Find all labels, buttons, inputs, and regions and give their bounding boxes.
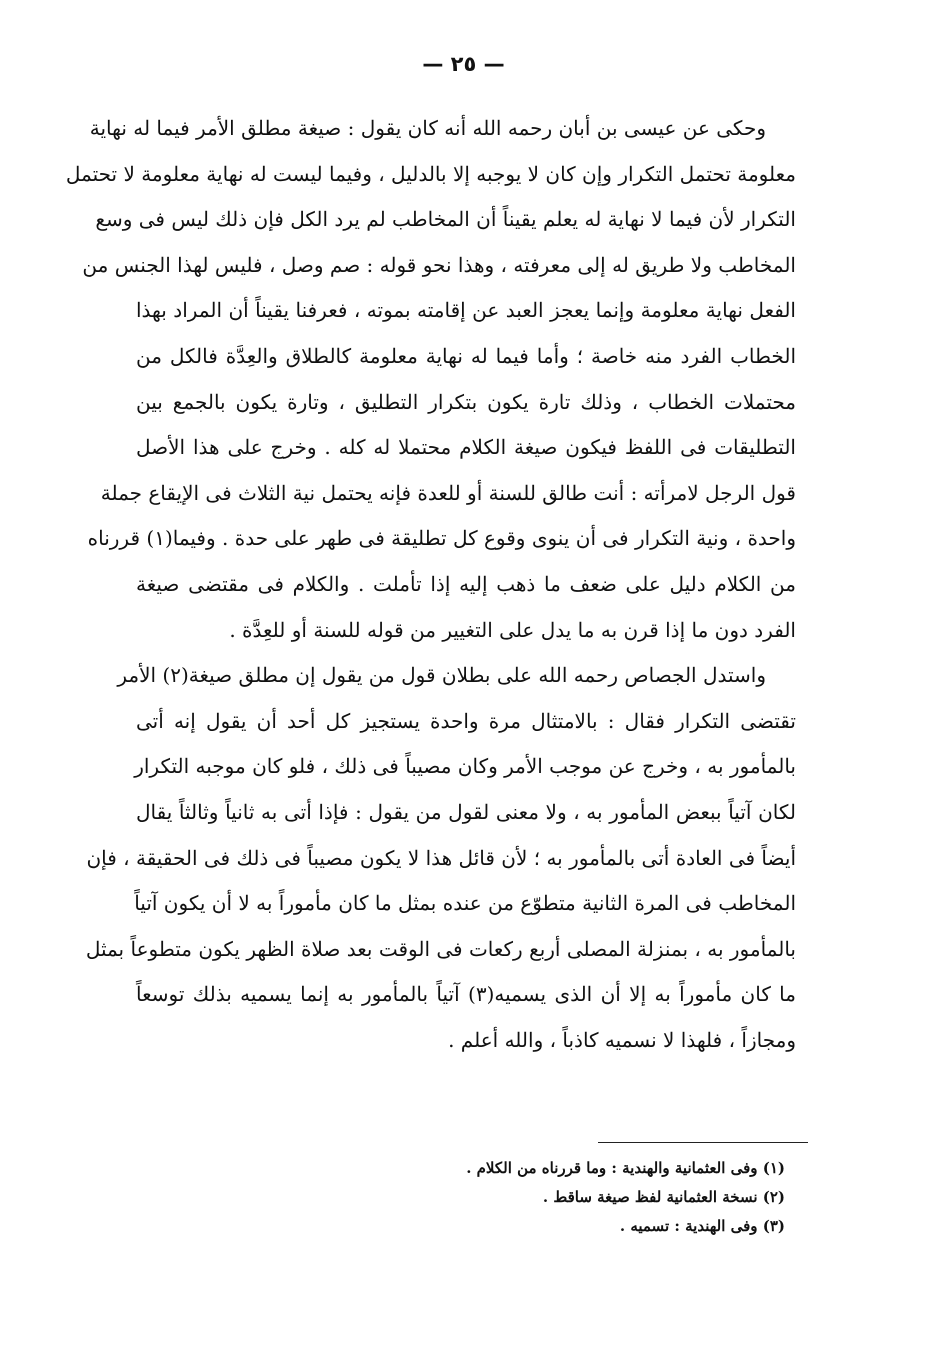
footnote: (١) وفى العثمانية والهندية : وما قررناه من الكلام . (466, 1159, 785, 1177)
text-line: المخاطب ولا طريق له إلى معرفته ، وهذا نحو قوله : صم وصل ، فليس لهذا الجنس من (82, 252, 796, 277)
page-number: — ٢٥ — (422, 52, 505, 76)
text-line: من الكلام دليل على ضعف ما ذهب إليه إذا تأملت . والكلام فى مقتضى صيغة (136, 571, 796, 596)
text-line: ومجازاً ، فلهذا لا نسميه كاذباً ، والله أعلم . (448, 1027, 796, 1052)
text-line: الفعل نهاية معلومة وإنما يعجز العبد عن إقامته بموته ، فعرفنا يقيناً أن المراد بهذا (136, 298, 796, 323)
text-line: بالمأمور به ، بمنزلة المصلى أربع ركعات فى الوقت بعد صلاة الظهر يكون متطوعاً بمثل (85, 936, 796, 961)
text-line: محتملات الخطاب ، وذلك تارة يكون بتكرار التطليق ، وتارة يكون بالجمع بين (136, 389, 796, 414)
text-line: التكرار لأن فيما لا نهاية له يعلم يقيناً أن المخاطب لم يرد الكل فإن ذلك ليس فى وسع (95, 207, 796, 232)
text-line: ما كان مأموراً به إلا أن الذى يسميه(٣) آتياً بالمأمور به إنما يسميه بذلك توسعاً (136, 982, 796, 1007)
text-line: واحدة ، ونية التكرار فى أن ينوى وقوع كل تطليقة فى طهر على حدة . وفيما(١) قررناه (87, 526, 796, 551)
footnote: (٢) نسخة العثمانية لفظ صيغة ساقط . (542, 1188, 785, 1206)
text-line: لكان آتياً ببعض المأمور به ، ولا معنى لقول من يقول : فإذا أتى به ثانياً وثالثاً يقال (136, 799, 796, 824)
text-line: وحكى عن عيسى بن أبان رحمه الله أنه كان يقول : صيغة مطلق الأمر فيما له نهاية (89, 116, 766, 140)
text-line: معلومة تحتمل التكرار وإن كان لا يوجبه إلا بالدليل ، وفيما ليست له نهاية معلومة لا تحتمل (65, 161, 796, 186)
text-line: الفرد دون ما إذا قرن به ما يدل على التغيير من قوله للسنة أو للعِدَّة . (229, 617, 796, 642)
text-line: الخطاب الفرد منه خاصة ؛ وأما فيما له نهاية معلومة كالطلاق والعِدَّة فالكل من (136, 343, 796, 368)
main-text (65, 106, 796, 1063)
text-line: المخاطب فى المرة الثانية متطوّع من عنده بمثل ما كان مأموراً به لا أن يكون آتياً (134, 891, 796, 916)
text-line: أيضاً فى العادة أتى بالمأمور به ؛ لأن قائل هذا لا يكون مصيباً فى ذلك فى الحقيقة ، فإن (86, 845, 796, 870)
footnote-divider (598, 1142, 808, 1143)
text-line: قول الرجل لامرأته : أنت طالق للسنة أو للعدة فإنه يحتمل نية الثلاث فى الإيقاع جملة (100, 480, 796, 505)
footnotes (330, 1154, 785, 1241)
text-line: التطليقات فى اللفظ فيكون صيغة الكلام محتملا له كله . وخرج على هذا الأصل (136, 435, 796, 460)
text-line: بالمأمور به ، وخرج عن موجب الأمر وكان مصيباً فى ذلك ، فلو كان موجبه التكرار (134, 754, 796, 779)
text-line: تقتضى التكرار فقال : بالامتثال مرة واحدة يستجيز كل أحد أن يقول إنه أتى (136, 708, 796, 733)
text-line: واستدل الجصاص رحمه الله على بطلان قول من يقول إن مطلق صيغة(٢) الأمر (117, 663, 766, 688)
footnote: (٣) وفى الهندية : تسميه . (619, 1217, 785, 1235)
